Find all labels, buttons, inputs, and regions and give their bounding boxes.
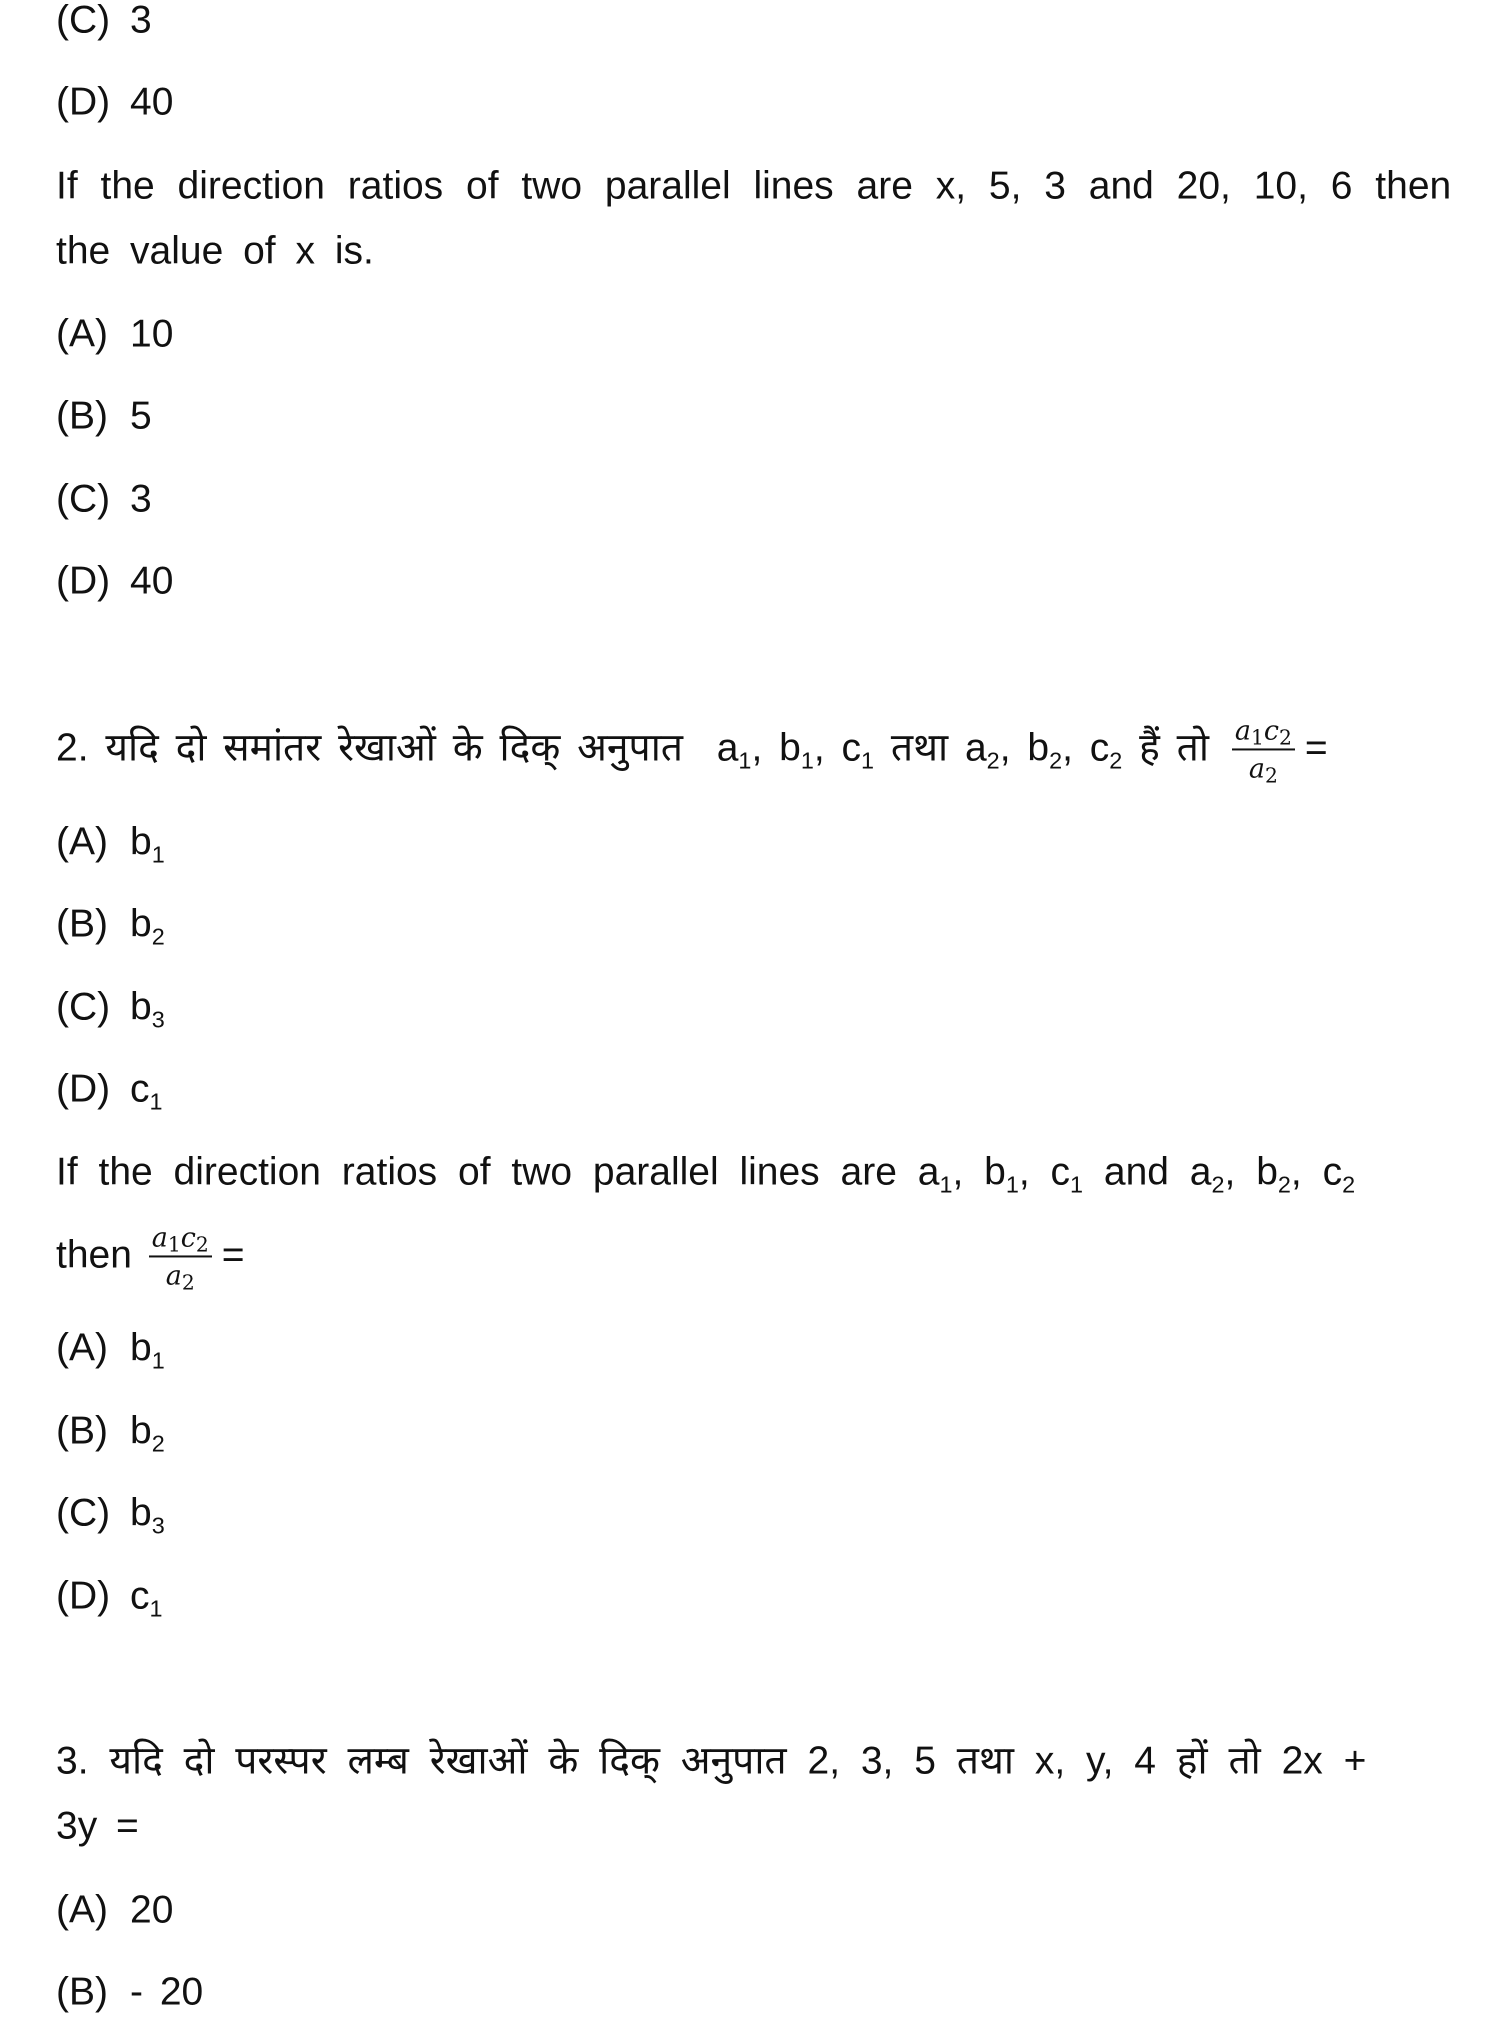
- option-text: 3: [130, 477, 152, 521]
- option-c-q2-english: (C) $b_3$: [56, 1491, 165, 1539]
- option-a-q1-english: [56, 312, 174, 356]
- option-text: 40: [130, 80, 174, 124]
- q2-set2: $a_2$, $b_2$, $c_2$: [964, 726, 1123, 774]
- fraction-a1c2-over-a2: $\frac{a_1c_2}{a_2}$: [149, 1222, 212, 1291]
- q2-english-question-line2: then $\frac{a_1c_2}{a_2}$ =: [56, 1222, 245, 1295]
- option-c-q1-english: [56, 477, 152, 521]
- q2-hindi-joiner: तथा: [890, 726, 949, 770]
- option-text: 10: [130, 312, 174, 356]
- q2-english-question-line1: If the direction ratios of two parallel lines are $a_1$, $b_1$, $c_1$ and $a_2$, $b_2$, $c_2$: [56, 1150, 1356, 1198]
- q2-hindi-question: [56, 715, 1328, 788]
- option-label: (C): [56, 477, 111, 521]
- option-d-q1-hindi: [56, 80, 174, 124]
- option-b-q3: (B) - 20: [56, 1970, 204, 2014]
- option-c-q1-hindi: [56, 1, 152, 40]
- option-d-q2-hindi: (D) $c_1$: [56, 1067, 163, 1115]
- option-b-q2-english: (B) $b_2$: [56, 1409, 165, 1457]
- option-label: (A): [56, 312, 108, 356]
- option-label: (D): [56, 80, 111, 124]
- q3-hindi-question-line1: 3. यदि दो परस्पर लम्ब रेखाओं के दिक् अनुपात 2, 3, 5 तथा x, y, 4 हों तो 2x +: [56, 1739, 1367, 1783]
- option-d-q1-english: [56, 559, 174, 603]
- option-a-q3: (A) 20: [56, 1888, 174, 1932]
- equals-sign: =: [221, 1233, 245, 1277]
- option-text: 5: [130, 394, 152, 438]
- q2-hindi-prefix: 2. यदि दो समांतर रेखाओं के दिक् अनुपात: [56, 726, 684, 770]
- option-text: 40: [130, 559, 174, 603]
- q2-set1: $a_1$, $b_1$, $c_1$: [716, 726, 875, 774]
- option-b-q1-english: [56, 394, 152, 438]
- option-a-q2-hindi: (A) $b_1$: [56, 820, 165, 868]
- q1-english-question-line1: If the direction ratios of two parallel lines are x, 5, 3 and 20, 10, 6 then: [56, 164, 1452, 208]
- option-text: 3: [130, 0, 152, 42]
- fraction-a1c2-over-a2: $\frac{a_1c_2}{a_2}$: [1232, 715, 1295, 784]
- option-a-q2-english: (A) $b_1$: [56, 1326, 165, 1374]
- q2-hindi-suffix: हैं तो: [1139, 726, 1209, 770]
- q1-english-question-line2: the value of x is.: [56, 229, 374, 273]
- equals-sign: =: [1304, 726, 1328, 770]
- option-c-q2-hindi: (C) $b_3$: [56, 985, 165, 1033]
- option-label: (D): [56, 559, 111, 603]
- option-label: (B): [56, 394, 108, 438]
- q3-hindi-question-line2: 3y =: [56, 1804, 139, 1848]
- option-label: (C): [56, 0, 111, 42]
- option-d-q2-english: (D) $c_1$: [56, 1574, 163, 1622]
- option-b-q2-hindi: (B) $b_2$: [56, 902, 165, 950]
